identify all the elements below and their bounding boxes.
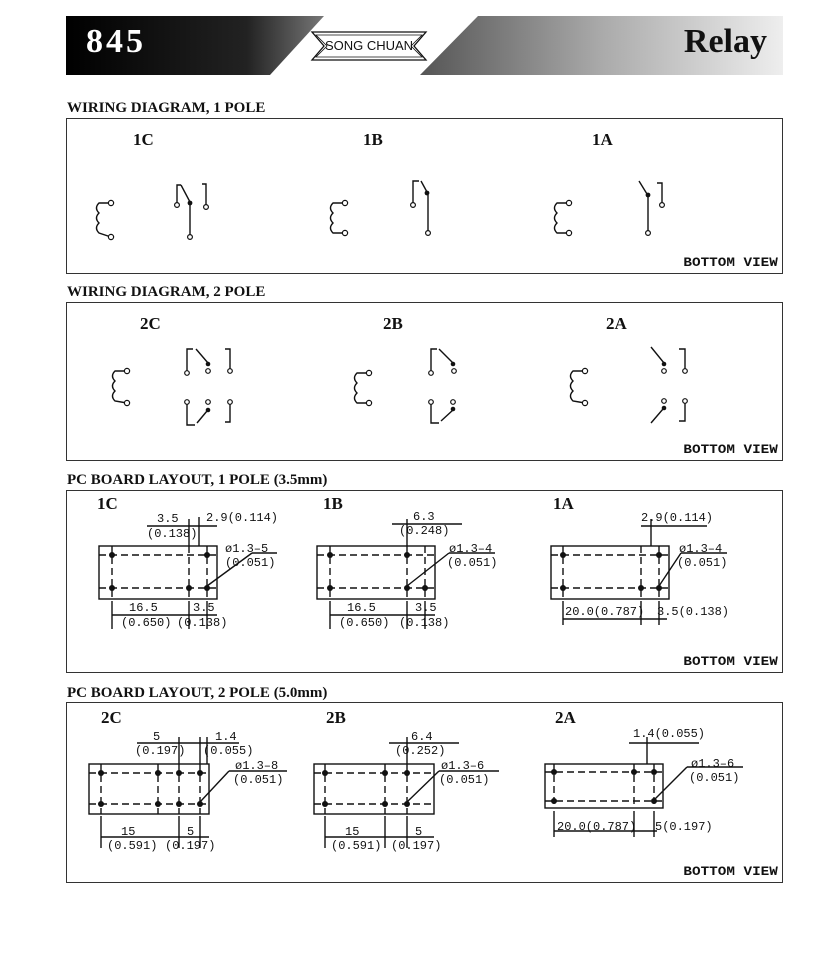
bottom-view-label: BOTTOM VIEW <box>683 654 778 669</box>
section-title-wiring-2-pole: WIRING DIAGRAM, 2 POLE <box>67 284 266 300</box>
product-name: Relay <box>683 23 767 60</box>
label-2b: 2B <box>383 314 403 333</box>
dim-2c-top-right: 1.4 <box>215 730 237 744</box>
dim-2b-bottom-right: 5 <box>415 825 423 839</box>
dim-2a-bottom-right: 5(0.197) <box>655 820 713 834</box>
dim-2b-hole: ø1.3–6 <box>441 759 485 773</box>
dim-2c-hole-in: (0.051) <box>233 773 284 787</box>
bottom-view-label: BOTTOM VIEW <box>683 864 778 879</box>
dim-1c-top-left: 3.5 <box>157 512 179 526</box>
dim-2b-top: 6.4 <box>411 730 433 744</box>
dim-2c-bottom-left: 15 <box>121 825 136 839</box>
label-2b: 2B <box>326 708 346 727</box>
dim-2b-bottom-left: 15 <box>345 825 360 839</box>
wiring-1-pole-diagram <box>67 119 784 275</box>
dim-1a-bottom-left: 20.0(0.787) <box>565 605 645 619</box>
dim-1a-top: 2.9(0.114) <box>641 511 714 525</box>
dim-1a-hole-in: (0.051) <box>677 556 728 570</box>
dim-2c-bottom-left-in: (0.591) <box>107 839 158 853</box>
section-title-wiring-1-pole: WIRING DIAGRAM, 1 POLE <box>67 100 266 116</box>
coil-symbol-2a <box>571 368 588 405</box>
dim-1a-hole: ø1.3–4 <box>679 542 723 556</box>
bottom-view-label: BOTTOM VIEW <box>683 255 778 270</box>
dim-2c-top-left-in: (0.197) <box>135 744 186 758</box>
contact-symbol-1b <box>411 181 431 235</box>
dim-2c-hole: ø1.3–8 <box>235 759 279 773</box>
page-header <box>66 16 783 75</box>
pcb-1-pole-panel <box>66 490 783 673</box>
label-1c: 1C <box>133 130 154 149</box>
coil-symbol-2c <box>113 368 130 405</box>
dim-2a-hole: ø1.3–6 <box>691 757 735 771</box>
contact-symbol-2c <box>185 349 233 425</box>
coil-symbol-1b <box>331 200 348 235</box>
dim-2b-bottom-left-in: (0.591) <box>331 839 382 853</box>
label-1a: 1A <box>592 130 613 149</box>
label-1b: 1B <box>363 130 383 149</box>
dim-1b-top: 6.3 <box>413 510 435 524</box>
bottom-view-label: BOTTOM VIEW <box>683 442 778 457</box>
dim-1b-hole-in: (0.051) <box>447 556 498 570</box>
dim-2c-top-right-in: (0.055) <box>203 744 254 758</box>
dim-2b-top-in: (0.252) <box>395 744 446 758</box>
dim-1c-bottom-left: 16.5 <box>129 601 158 615</box>
dim-2c-bottom-right: 5 <box>187 825 195 839</box>
part-number: 845 <box>86 23 146 60</box>
dim-2a-bottom-left: 20.0(0.787) <box>557 820 637 834</box>
contact-symbol-1a <box>639 181 664 235</box>
coil-symbol-1a <box>555 200 572 235</box>
contact-symbol-1c <box>175 184 209 239</box>
dim-1b-top-in: (0.248) <box>399 524 450 538</box>
brand-logo <box>310 30 428 62</box>
dim-2a-hole-in: (0.051) <box>689 771 740 785</box>
dim-1c-top-right: 2.9(0.114) <box>206 511 279 525</box>
section-title-pcb-1-pole: PC BOARD LAYOUT, 1 POLE (3.5mm) <box>67 472 328 488</box>
coil-symbol-2b <box>355 370 372 405</box>
wiring-2-pole-diagram <box>67 303 784 462</box>
dim-1c-top-left-in: (0.138) <box>147 527 198 541</box>
brand-name: SONG CHUAN <box>324 38 414 53</box>
coil-symbol-1c <box>97 200 114 239</box>
dim-1b-hole: ø1.3–4 <box>449 542 493 556</box>
dim-1c-bottom-left-in: (0.650) <box>121 616 172 630</box>
dim-1a-bottom-right: 3.5(0.138) <box>657 605 730 619</box>
dim-1b-bottom-left-in: (0.650) <box>339 616 390 630</box>
dim-1c-bottom-right-in: (0.138) <box>177 616 228 630</box>
wiring-2-pole-panel <box>66 302 783 461</box>
wiring-1-pole-panel <box>66 118 783 274</box>
label-1b: 1B <box>323 494 343 513</box>
label-1c: 1C <box>97 494 118 513</box>
dim-1b-bottom-right: 3.5 <box>415 601 437 615</box>
dim-2b-hole-in: (0.051) <box>439 773 490 787</box>
label-2c: 2C <box>140 314 161 333</box>
contact-symbol-2b <box>429 349 457 423</box>
pcb-2-pole-panel <box>66 702 783 883</box>
label-2a: 2A <box>555 708 576 727</box>
dim-2c-top-left: 5 <box>153 730 161 744</box>
label-1a: 1A <box>553 494 574 513</box>
dim-1c-hole-in: (0.051) <box>225 556 276 570</box>
dim-2a-top: 1.4(0.055) <box>633 727 706 741</box>
label-2c: 2C <box>101 708 122 727</box>
section-title-pcb-2-pole: PC BOARD LAYOUT, 2 POLE (5.0mm) <box>67 685 328 701</box>
dim-1b-bottom-left: 16.5 <box>347 601 376 615</box>
dim-2c-bottom-right-in: (0.197) <box>165 839 216 853</box>
dim-1b-bottom-right-in: (0.138) <box>399 616 450 630</box>
contact-symbol-2a <box>651 347 687 423</box>
dim-2b-bottom-right-in: (0.197) <box>391 839 442 853</box>
label-2a: 2A <box>606 314 627 333</box>
dim-1c-hole: ø1.3–5 <box>225 542 269 556</box>
dim-1c-bottom-right: 3.5 <box>193 601 215 615</box>
